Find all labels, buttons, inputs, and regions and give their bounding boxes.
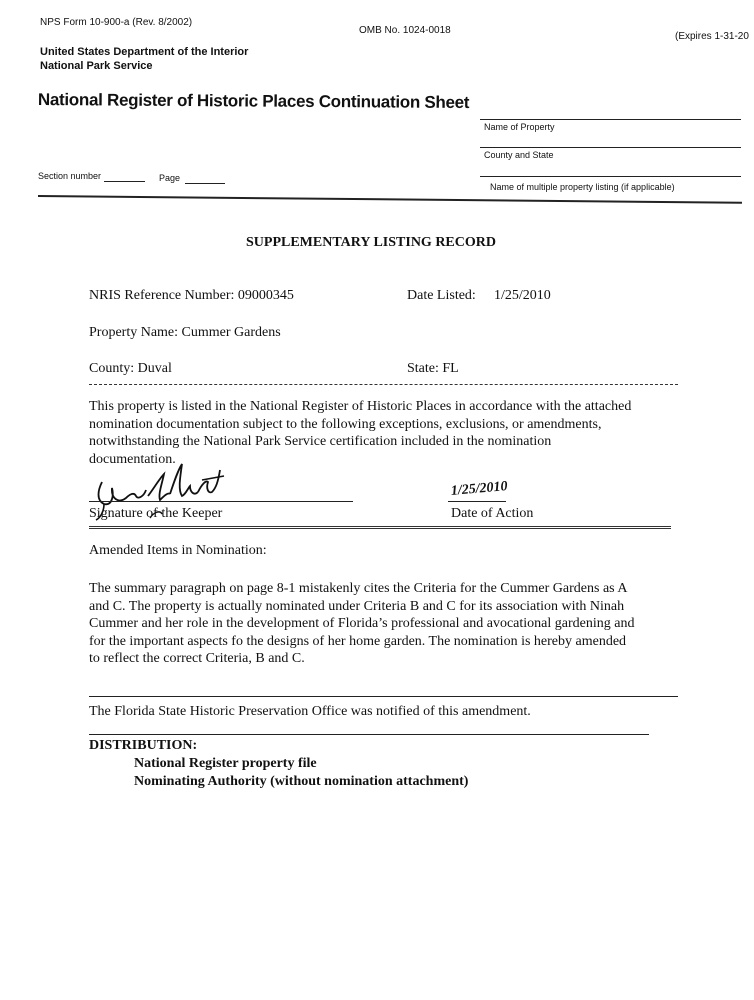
date-listed-value: 1/25/2010 [494,288,551,303]
page-title: National Register of Historic Places Continuation Sheet [37,90,470,113]
amendment-line: for the important aspects fo the designs of her home garden. The nomination is hereby amended [89,633,627,649]
department-name: United States Department of the Interior [40,46,249,58]
omb-number: OMB No. 1024-0018 [359,25,451,36]
record-heading: SUPPLEMENTARY LISTING RECORD [246,235,496,250]
double-divider [89,526,671,529]
multiple-listing-label: Name of multiple property listing (if applicable) [490,182,675,192]
state: State: FL [407,361,459,376]
page-label: Page [159,173,181,183]
action-date-line [448,501,506,502]
amendment-line: The summary paragraph on page 8-1 mistakenly cites the Criteria for the Cummer Gardens as A [89,581,628,596]
nris-reference: NRIS Reference Number: 09000345 [89,288,294,303]
shpo-notification: The Florida State Historic Preservation Office was notified of this amendment. [89,704,531,719]
statement-line: nomination documentation subject to the following exceptions, exclusions, or amendments, [89,416,602,432]
statement-line: documentation. [89,451,176,467]
header-divider [38,195,742,204]
amended-items-heading: Amended Items in Nomination: [89,543,267,558]
form-revision: (Rev. 8/2002) [132,17,193,28]
section-number-label: Section number [38,171,102,181]
amendment-line: and C. The property is actually nominated under Criteria B and C for its association with Ninah [89,598,625,614]
form-number-block [40,17,192,28]
notification-rule [89,696,678,697]
name-of-property-label: Name of Property [484,122,555,132]
multiple-listing-line [480,176,741,177]
amendment-line: Cummer and her role in the development of Florida’s professional and avocational gardening and [89,616,635,631]
handwritten-action-date: 1/25/2010 [450,479,509,499]
agency-name: National Park Service [40,60,153,72]
form-number: NPS Form 10-900-a [40,17,130,28]
distribution-item: Nominating Authority (without nomination attachment) [134,774,469,789]
property-name: Property Name: Cummer Gardens [89,325,281,340]
distribution-rule [89,734,649,735]
statement-line: This property is listed in the National Register of Historic Places in accordance with the attached [89,399,632,414]
county-state-line [480,147,741,148]
signature-line [89,501,353,502]
section-number-blank [104,181,145,182]
date-listed-label: Date Listed: [407,288,476,303]
date-of-action-label: Date of Action [451,506,534,521]
expiration-date: (Expires 1-31-20 [675,31,749,42]
property-name-line [480,119,741,120]
amendment-line: to reflect the correct Criteria, B and C. [89,651,305,666]
dashed-divider [89,384,678,385]
page-blank [185,183,225,184]
distribution-heading: DISTRIBUTION: [89,738,198,753]
distribution-item: National Register property file [134,756,317,771]
listing-statement [89,398,631,468]
county: County: Duval [89,361,172,376]
statement-line: notwithstanding the National Park Service certification included in the nomination [89,434,552,449]
amendment-paragraph [89,580,634,668]
signature-label: Signature of the Keeper [89,506,223,521]
county-and-state-label: County and State [484,150,554,160]
